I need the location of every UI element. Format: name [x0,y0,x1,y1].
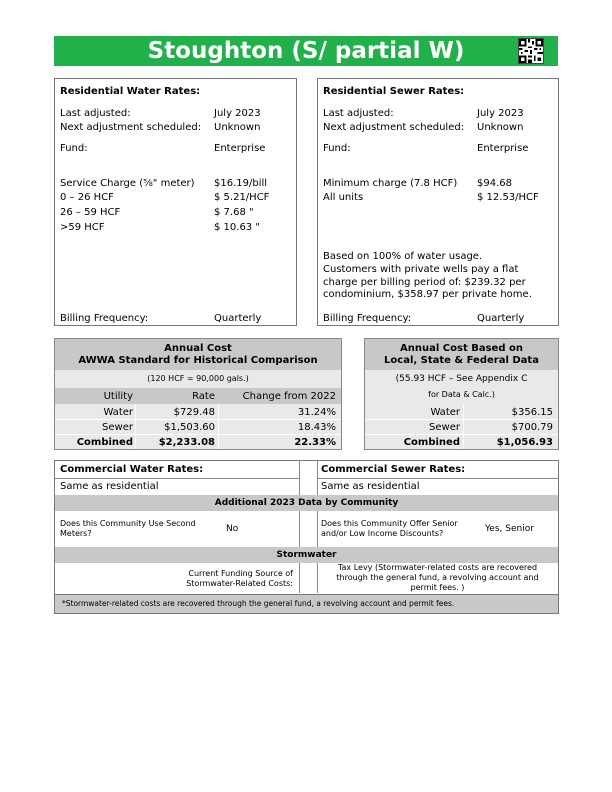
local-title-line1: Annual Cost Based on [400,343,523,354]
stormwater-label-line1: Current Funding Source of [188,569,293,578]
local-row-value: $700.79 [511,422,553,433]
sewer-note-line: Customers with private wells pay a flat [323,264,519,275]
residential-sewer-header: Residential Sewer Rates: [323,86,465,97]
awwa-row-change: 18.43% [297,422,336,433]
commercial-sewer-value: Same as residential [321,481,420,492]
additional-a2: Yes, Senior [485,524,534,534]
residential-sewer-box [317,78,559,326]
additional-a1: No [226,524,239,534]
water-rate-value: $ 7.68 " [214,207,254,218]
sewer-last-adjusted-label: Last adjusted: [323,108,394,119]
title-bar [54,36,558,66]
water-rate-label: 26 – 59 HCF [60,207,121,218]
additional-header: Additional 2023 Data by Community [214,498,399,508]
commercial-sewer-header: Commercial Sewer Rates: [321,464,466,475]
sewer-note-line: Based on 100% of water usage. [323,251,483,262]
water-next-adj-value: Unknown [214,122,261,133]
local-row-utility: Water [430,407,460,418]
local-cost-table [364,338,559,450]
sewer-note-line: charge per billing period of: $239.32 per [323,277,526,288]
awwa-row-utility: Water [103,407,133,418]
sewer-rate-value: $94.68 [477,178,512,189]
water-rate-value: $ 10.63 " [214,222,260,233]
local-subtitle-line2: for Data & Calc.) [428,390,495,399]
sewer-fund-value: Enterprise [477,143,529,154]
sewer-note-line: condominium, $358.97 per private home. [323,289,532,300]
additional-q1-line2: Meters? [60,529,92,538]
local-row-utility: Combined [403,437,460,448]
water-rate-label: 0 – 26 HCF [60,192,114,203]
awwa-col-change: Change from 2022 [242,391,336,402]
awwa-row-change: 31.24% [297,407,336,418]
commercial-water-value: Same as residential [60,481,159,492]
water-next-adj-label: Next adjustment scheduled: [60,122,202,133]
local-row-utility: Sewer [429,422,460,433]
awwa-row-rate: $2,233.08 [158,437,215,448]
sewer-rate-label: Minimum charge (7.8 HCF) [323,178,458,189]
sewer-next-adj-value: Unknown [477,122,524,133]
awwa-col-utility: Utility [103,391,133,402]
awwa-row-rate: $729.48 [173,407,215,418]
awwa-cost-table [54,338,342,450]
stormwater-header: Stormwater [276,550,337,560]
sewer-last-adjusted-value: July 2023 [477,108,524,119]
awwa-row-change: 22.33% [294,437,336,448]
qr-code-icon [518,38,544,64]
local-subtitle-line1: (55.93 HCF – See Appendix C [395,374,528,384]
sewer-next-adj-label: Next adjustment scheduled: [323,122,465,133]
stormwater-value-line: permit fees. ) [410,583,465,592]
local-title-line2: Local, State & Federal Data [384,355,539,366]
water-rate-value: $ 5.21/HCF [214,192,270,203]
local-row-value: $356.15 [511,407,553,418]
stormwater-footnote: *Stormwater-related costs are recovered through the general fund, a revolving account and permit fees. [62,599,455,608]
sewer-rate-value: $ 12.53/HCF [477,192,539,203]
awwa-row-utility: Sewer [102,422,133,433]
water-rate-label: >59 HCF [60,222,105,233]
water-rate-label: Service Charge (⅝" meter) [60,178,195,189]
water-rate-value: $16.19/bill [214,178,268,189]
sewer-rate-label: All units [323,192,364,203]
additional-q2-line2: and/or Low Income Discounts? [321,529,444,538]
water-billing-value: Quarterly [214,313,262,324]
residential-water-header: Residential Water Rates: [60,86,201,97]
additional-q1-line1: Does this Community Use Second [60,519,196,528]
water-fund-label: Fund: [60,143,88,154]
page-title: Stoughton (S/ partial W) [147,38,465,64]
sewer-billing-label: Billing Frequency: [323,313,412,324]
awwa-title-line2: AWWA Standard for Historical Comparison [78,355,318,366]
awwa-row-rate: $1,503.60 [164,422,215,433]
water-fund-value: Enterprise [214,143,266,154]
commercial-section [54,460,559,614]
water-last-adjusted-value: July 2023 [214,108,261,119]
stormwater-label-line2: Stormwater-Related Costs: [186,579,293,588]
water-billing-label: Billing Frequency: [60,313,149,324]
awwa-subtitle: (120 HCF = 90,000 gals.) [147,374,249,383]
water-last-adjusted-label: Last adjusted: [60,108,131,119]
residential-water-box [54,78,297,326]
awwa-row-utility: Combined [76,437,133,448]
awwa-title-line1: Annual Cost [164,343,232,354]
local-row-value: $1,056.93 [496,437,553,448]
sewer-billing-value: Quarterly [477,313,525,324]
stormwater-value-line: Tax Levy (Stormwater-related costs are recovered [337,563,538,572]
awwa-col-rate: Rate [192,391,215,402]
stormwater-value-line: through the general fund, a revolving account and [336,573,539,582]
additional-q2-line1: Does this Community Offer Senior [321,519,458,528]
sewer-fund-label: Fund: [323,143,351,154]
commercial-water-header: Commercial Water Rates: [60,464,204,475]
